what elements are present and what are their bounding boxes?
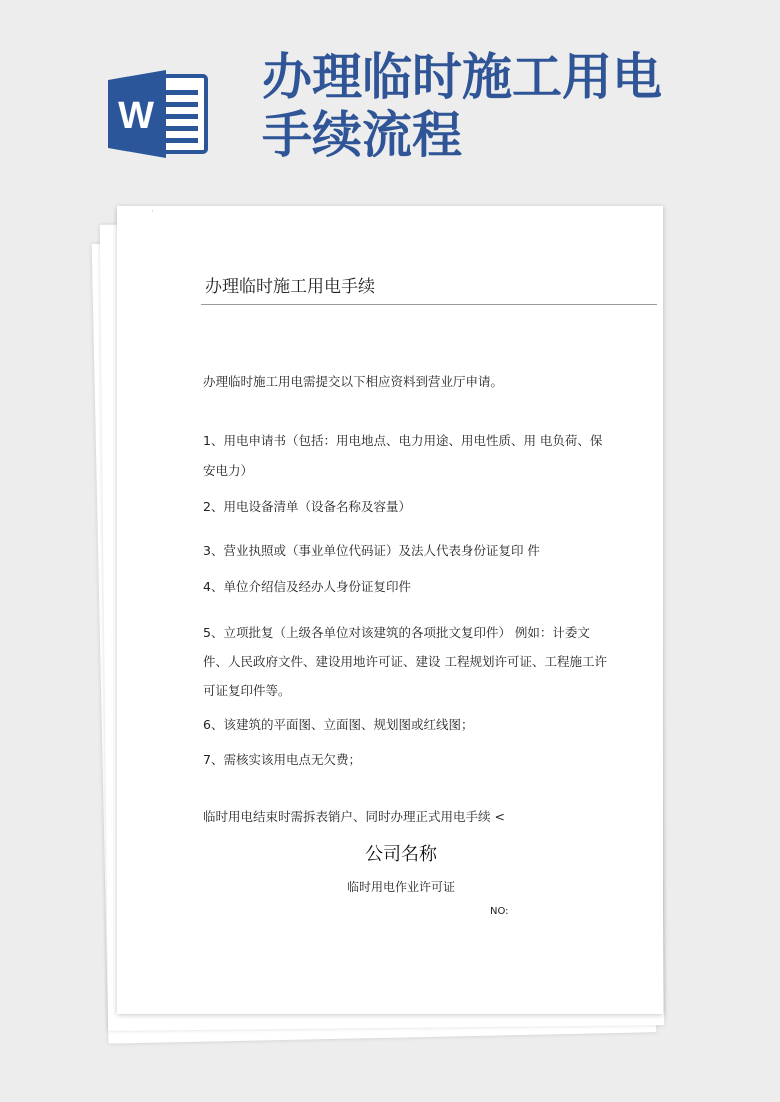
list-item: 4、单位介绍信及经办人身份证复印件 [203, 579, 411, 594]
corner-mark: · [151, 207, 154, 216]
title-line-2: 手续流程 [262, 105, 462, 164]
list-item: 7、需核实该用电点无欠费； [203, 752, 361, 767]
list-item: 2、用电设备清单（设备名称及容量） [203, 499, 411, 514]
word-logo-letter: W [118, 95, 154, 137]
list-item: 可证复印件等。 [203, 683, 291, 698]
list-item: 1、用电申请书（包括：用电地点、电力用途、用电性质、用 电负荷、保 [203, 433, 603, 448]
document-page [117, 206, 663, 1014]
company-name: 公司名称 [365, 844, 437, 865]
closing-text: 临时用电结束时需拆表销户、同时办理正式用电手续 < [203, 809, 505, 824]
permit-title: 临时用电作业许可证 [347, 880, 456, 894]
heading-divider [201, 304, 657, 305]
page-title [262, 48, 762, 164]
permit-number-label: NO: [490, 906, 509, 917]
document-heading: 办理临时施工用电手续 [205, 277, 375, 297]
word-logo-icon [108, 68, 208, 160]
list-item: 5、立项批复（上级各单位对该建筑的各项批文复印件） 例如：计委文 [203, 625, 590, 640]
title-line-1: 办理临时施工用电 [262, 47, 662, 106]
list-item: 6、该建筑的平面图、立面图、规划图或红线图； [203, 717, 474, 732]
list-item: 安电力） [203, 463, 254, 478]
intro-text: 办理临时施工用电需提交以下相应资料到营业厅申请。 [203, 374, 504, 389]
list-item: 3、营业执照或（事业单位代码证）及法人代表身份证复印 件 [203, 543, 540, 558]
list-item: 件、人民政府文件、建设用地许可证、建设 工程规划许可证、工程施工许 [203, 654, 607, 669]
